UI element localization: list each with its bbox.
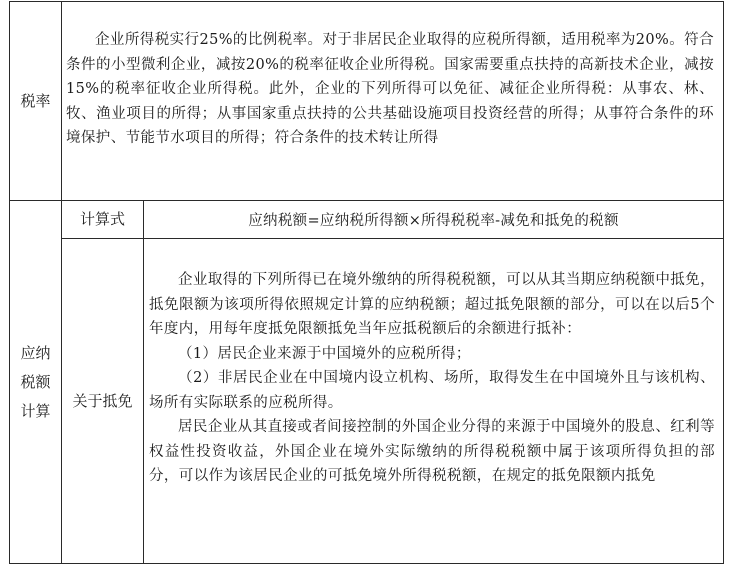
tax-payable-label-line-2: 税额 — [20, 372, 51, 391]
tax-payable-label — [10, 201, 61, 563]
tax-rate-content — [66, 28, 714, 151]
tax-rate-paragraph: 企业所得税实行25%的比例税率。对于非居民企业取得的应税所得额，适用税率为20%。符合条件的小型微利企业，减按20%的税率征收企业所得税。国家需要重点扶持的高新技术企业，减按15%的税率征收企业所得税。此外，企业的下列所得可以免征、减征企业所得税：从事农、林、牧、渔业项目的所得；从事国家重点扶持的公共基础设施项目投资经营的所得；从事符合条件的环境保护、节能节水项目的所得；符合条件的技术转让所得 — [66, 32, 714, 146]
credit-paragraph-2: 居民企业从其直接或者间接控制的外国企业分得的来源于中国境外的股息、红利等权益性投资收益，外国企业在境外实际缴纳的所得税税额中属于该项所得负担的部分，可以作为该居民企业的可抵免境外所得税税额，在规定的抵免限额内抵免 — [149, 419, 715, 484]
formula-label: 计算式 — [79, 210, 125, 228]
divider-sub-column — [143, 200, 144, 563]
tax-payable-label-line-1: 应纳 — [20, 343, 51, 362]
tax-payable-label-line-3: 计算 — [20, 401, 51, 420]
tax-rate-label: 税率 — [20, 91, 51, 110]
credit-content — [149, 268, 715, 489]
credit-item-1: （1）居民企业来源于中国境外的应税所得； — [178, 345, 471, 362]
credit-item-2: （2）非居民企业在中国境内设立机构、场所，取得发生在中国境外且与该机构、场所有实际联系的应税所得。 — [149, 370, 715, 411]
formula-text: 应纳税额=应纳税所得额×所得税税率-减免和抵免的税额 — [248, 213, 619, 229]
divider-formula-row — [62, 238, 723, 239]
tax-table — [9, 1, 724, 564]
credit-label: 关于抵免 — [72, 391, 133, 410]
credit-paragraph-1: 企业取得的下列所得已在境外缴纳的所得税税额，可以从其当期应纳税额中抵免，抵免限额为该项所得依照规定计算的应纳税额；超过抵免限额的部分，可以在以后5个年度内，用每年度抵免限额抵免当年应抵税额后的余额进行抵补： — [149, 272, 715, 337]
